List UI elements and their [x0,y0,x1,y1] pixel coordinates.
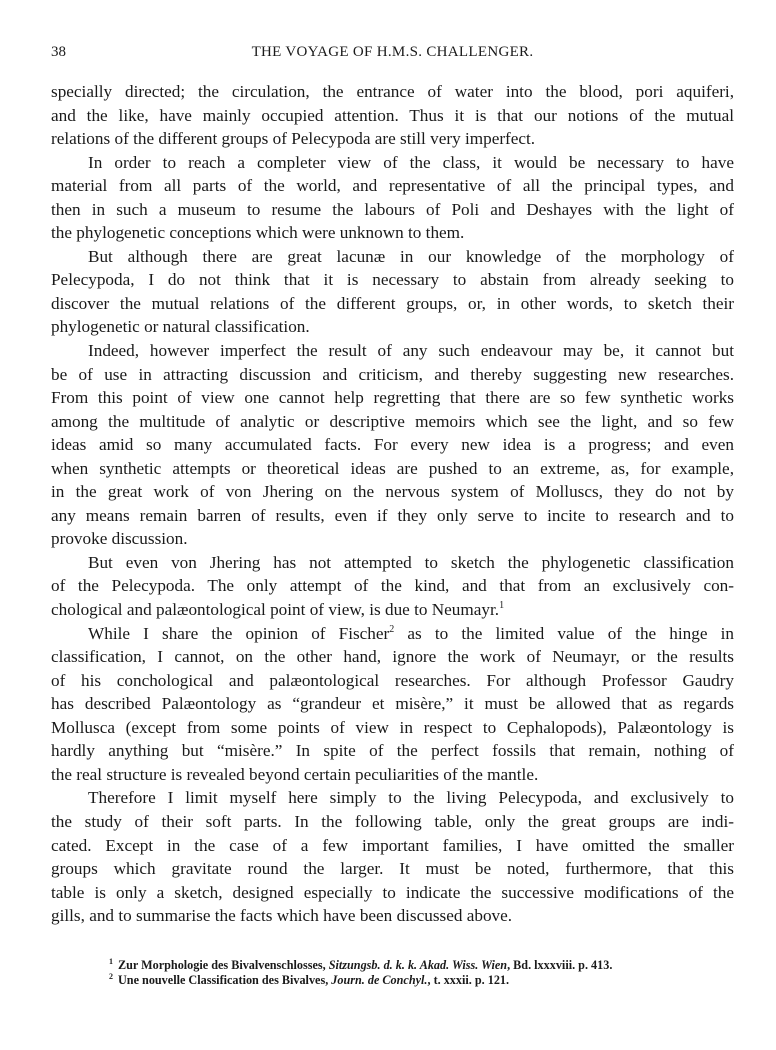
line-text: classification, I cannot, on the other hand, ignore the work of Neumayr, or the results [51,647,734,667]
text-line [51,433,734,457]
text-line [51,574,734,598]
footnote-text: Zur Morphologie des Bivalvenschlosses, [118,958,329,972]
text-line [51,645,734,669]
footnote-journal: Sitzungsb. d. k. k. Akad. Wiss. Wien [328,958,508,972]
line-text: of the Pelecypoda. The only attempt of the kind, and that from an exclusively con- [51,576,734,596]
text-line [51,245,734,269]
text-line [51,339,734,363]
text-line [51,363,734,387]
line-text: groups which gravitate round the larger. It must be noted, furthermore, that this [51,859,734,879]
text-line [51,716,734,740]
line-text: specially directed; the circulation, the entrance of water into the blood, pori aquiferi, [51,82,734,101]
text-line [51,174,734,198]
text-line [51,221,734,245]
text-line [51,504,734,528]
text-line [51,786,734,810]
footnote-citation: , Bd. lxxxviii. p. 413. [507,958,613,972]
footnote-1 [109,958,729,973]
footnote-reference[interactable]: 1 [499,600,505,612]
line-text: In order to reach a completer view of the class, it would be necessary to have [88,152,734,172]
text-line [51,904,734,928]
text-line [51,834,734,858]
line-text: cated. Except in the case of a few important families, I have omitted the smaller [51,835,734,855]
line-text: discover the mutual relations of the different groups, or, in other words, to sketch their [51,293,734,313]
footnote-citation: , t. xxxii. p. 121. [427,973,510,987]
text-line [51,198,734,222]
line-text: While I share the opinion of Fischer [88,623,390,643]
text-line [51,527,734,551]
footnote-journal: Journ. de Conchyl. [331,973,428,987]
line-text: in the great work of von Jhering on the nervous system of Molluscs, they do not by [51,482,734,502]
text-line [51,810,734,834]
text-line [51,292,734,316]
line-text: material from all parts of the world, and representative of all the principal types, and [51,176,734,196]
line-text: ideas amid so many accumulated facts. For every new idea is a progress; and even [51,435,734,455]
line-text: Indeed, however imperfect the result of any such endeavour may be, it cannot but [88,341,734,361]
line-text: But although there are great lacunæ in our knowledge of the morphology of [88,246,734,266]
text-line [51,315,734,339]
line-text: the study of their soft parts. In the following table, only the great groups are indi- [51,811,734,831]
text-line [51,598,734,622]
text-line [51,763,734,787]
line-text: then in such a museum to resume the labours of Poli and Deshayes with the light of [51,199,734,219]
line-text: relations of the different groups of Pelecypoda are still very imperfect. [51,129,536,149]
footnotes [109,958,729,988]
line-text: of his conchological and palæontological researches. For although Professor Gaudry [51,670,734,690]
text-line [51,881,734,905]
line-text: any means remain barren of results, even if they only serve to incite to research and to [51,505,734,525]
page-header [51,44,734,64]
footnote-mark: 2 [109,972,113,981]
line-text-continuation: as to the limited value of the hinge in [394,623,734,643]
text-line [51,386,734,410]
text-line [51,80,734,104]
line-text: provoke discussion. [51,529,188,549]
line-text: But even von Jhering has not attempted to sketch the phylogenetic classification [88,552,734,572]
line-text: has described Palæontology as “grandeur et misère,” it must be allowed that as regards [51,694,734,714]
line-text: the phylogenetic conceptions which were unknown to them. [51,223,465,243]
line-text: among the multitude of analytic or descriptive memoirs which see the light, and so few [51,411,734,431]
line-text: Pelecypoda, I do not think that it is necessary to abstain from already seeking to [51,270,734,290]
line-text: Mollusca (except from some points of view in respect to Cephalopods), Palæontology is [51,717,734,737]
line-text: Therefore I limit myself here simply to the living Pelecypoda, and exclusively to [88,788,734,808]
text-line [51,857,734,881]
text-line [51,151,734,175]
line-text: and the like, have mainly occupied attention. Thus it is that our notions of the mutual [51,105,734,125]
text-line [51,480,734,504]
footnote-2 [109,973,729,988]
text-line [51,127,734,151]
text-line [51,268,734,292]
footnote-text: Une nouvelle Classification des Bivalves, [118,973,332,987]
line-text: table is only a sketch, designed especially to indicate the successive modifications of the [51,882,734,902]
text-line [51,551,734,575]
text-line [51,739,734,763]
line-text: gills, and to summarise the facts which have been discussed above. [51,906,513,926]
footnote-mark: 1 [109,957,113,966]
text-line [51,622,734,646]
footnote-reference[interactable]: 2 [389,623,395,635]
text-line [51,104,734,128]
line-text: be of use in attracting discussion and criticism, and thereby suggesting new researches. [51,364,734,384]
line-text: when synthetic attempts or theoretical ideas are pushed to an extreme, as, for example, [51,458,734,478]
text-line [51,669,734,693]
running-title: THE VOYAGE OF H.M.S. CHALLENGER. [251,44,534,60]
line-text: phylogenetic or natural classification. [51,317,310,337]
page-number: 38 [51,44,66,60]
text-line [51,457,734,481]
line-text: the real structure is revealed beyond certain peculiarities of the mantle. [51,764,539,784]
line-text: hardly anything but “misère.” In spite of the perfect fossils that remain, nothing of [51,741,734,761]
line-text: From this point of view one cannot help regretting that there are so few synthetic works [51,388,734,408]
body-text [51,80,734,928]
line-text: chological and palæontological point of view, is due to Neumayr. [51,600,500,620]
text-line [51,692,734,716]
text-line [51,410,734,434]
